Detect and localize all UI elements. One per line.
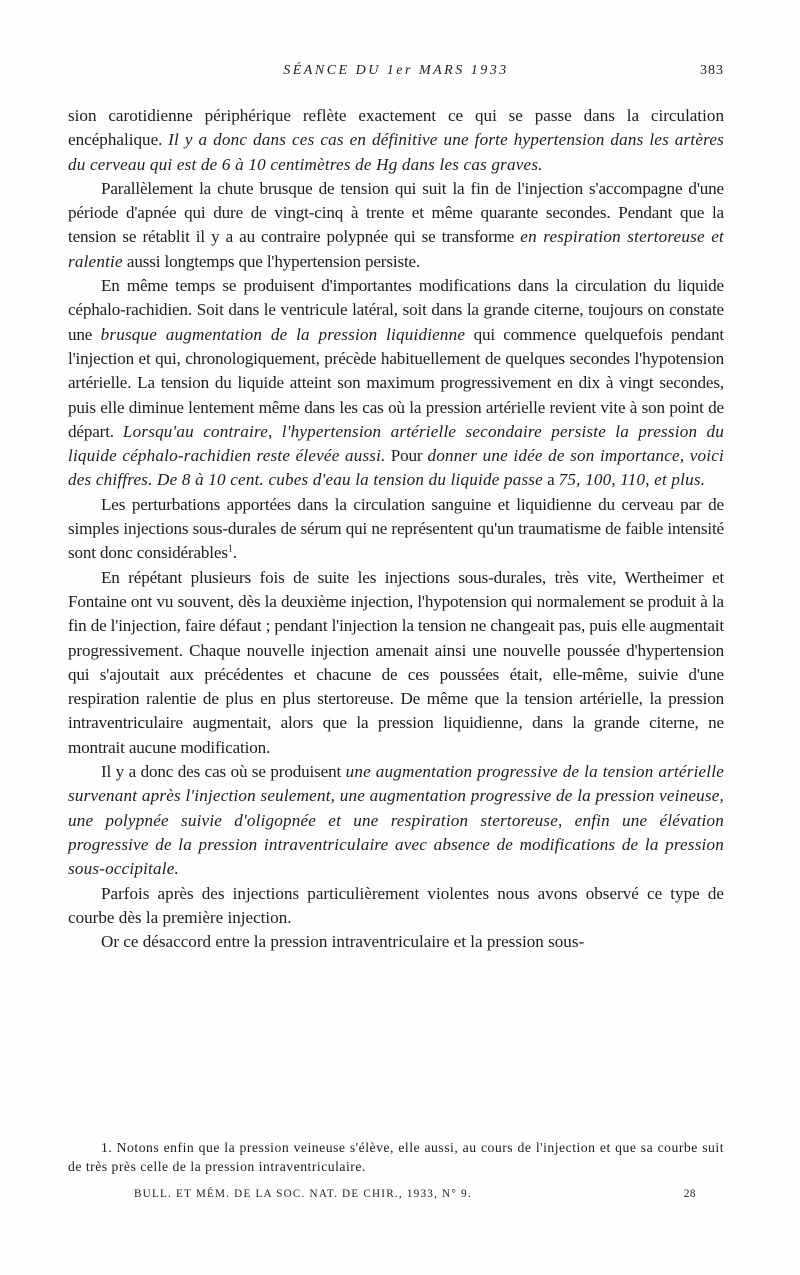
italic-pressure-rise: brusque augmentation de la pression liquidienne [100, 324, 466, 344]
paragraph-text: Pour [385, 446, 428, 466]
paragraph-text: a [542, 470, 559, 490]
paragraph-end: aussi longtemps que l'hypertension persiste. [122, 251, 421, 271]
running-head [68, 63, 724, 85]
footnote-reference: 1 [227, 543, 233, 555]
paragraph-apnea [68, 177, 724, 274]
article-body [68, 104, 724, 954]
italic-values: 75, 100, 110, et plus. [558, 470, 706, 490]
paragraph-end: . [232, 543, 237, 563]
paragraph-text: qui commence quelquefois pendant l'injection et qui, chronologiquement, précède habituellement de quelques secondes l'hypotension artérielle. La tension du liquide atteint son maximum progressivement en dix à vingt secondes, puis elle diminue lentement même dans les cas où la pression artérielle revient vite à son point de départ. [68, 324, 725, 441]
paragraph-carotid-pressure [68, 104, 724, 177]
paragraph-repeated-injections: En répétant plusieurs fois de suite les injections sous-durales, très vite, Wertheimer et Fontaine ont vu souvent, dès la deuxième injection, l'hypotension qui normalement se produit à la fin de l'injection, faire défaut ; pendant l'injection la tension ne changeait pas, puis elle augmentait progressivement. Chaque nouvelle injection amenait ainsi une nouvelle poussée d'hypertension qui s'ajoutait aux précédentes et chacune de ces poussées était, elle-même, suivie d'une respiration ralentie de plus en plus stertoreuse. De même que la tension artérielle, la pression intraventriculaire augmentait, alors que la pression liquidienne, dans la grande citerne, ne montrait aucune modification. [68, 567, 724, 757]
running-title: SÉANCE DU 1er MARS 1933 [283, 63, 509, 78]
paragraph-cerebrospinal-fluid [68, 274, 724, 493]
paragraph-first-injection: Parfois après des injections particulièrement violentes nous avons observé ce type de courbe dès la première injection. [68, 883, 724, 927]
paragraph-text: Il y a donc des cas où se produisent [101, 762, 346, 782]
signature-mark: 28 [683, 1188, 696, 1200]
footnote-text: Notons enfin que la pression veineuse s'élève, elle aussi, au cours de l'injection et que sa courbe suit de très près celle de la pression intraventriculaire. [68, 1140, 725, 1174]
paragraph-progressive-changes [68, 760, 724, 881]
italic-conclusion: Il y a donc dans ces cas en définitive une forte hypertension dans les artères du cerveau qui est de 6 à 10 centimètres de Hg dans les cas graves. [68, 130, 724, 174]
paragraph-text: Parallèlement la chute brusque de tension qui suit la fin de l'injection s'accompagne d'une période d'apnée qui dure de vingt-cinq à trente et même quarante secondes. Pendant que la tension se rétablit il y a au contraire polypnée qui se transforme [68, 178, 724, 247]
italic-fluid-pressure: Lorsqu'au contraire, l'hypertension artérielle secondaire persiste la pression du liquide céphalo-rachidien reste élevée aussi. [68, 421, 725, 466]
paragraph-text: sion carotidienne périphérique reflète exactement ce qui se passe dans la circulation encéphalique. [68, 106, 724, 150]
paragraph-text: En même temps se produisent d'importantes modifications dans la circulation du liquide céphalo-rachidien. Soit dans le ventricule latéral, soit dans la grande citerne, toujours on constate une [68, 276, 724, 344]
page-footer [68, 1188, 724, 1208]
italic-figures: donner une idée de son importance, voici des chiffres. De 8 à 10 cent. cubes d'eau la tension du liquide passe [68, 446, 724, 490]
page-number: 383 [700, 63, 724, 78]
italic-respiration: en respiration stertoreuse et ralentie [68, 227, 724, 271]
footnote-number: 1. [101, 1140, 113, 1155]
footnote [68, 1138, 724, 1176]
paragraph-text: Les perturbations apportées dans la circulation sanguine et liquidienne du cerveau par de simples injections sous-durales de sérum qui ne représentent qu'un traumatisme de faible intensité sont donc considérables [68, 494, 724, 563]
italic-progressive-changes: une augmentation progressive de la tension artérielle survenant après l'injection seulement, une augmentation progressive de la pression veineuse, une polypnée suivie d'oligopnée et une respiration stertoreuse, enfin une élévation progressive de la pression intraventriculaire avec absence de modifications de la pression sous-occipitale. [68, 762, 724, 879]
paragraph-disturbances [68, 493, 724, 566]
paragraph-disagreement: Or ce désaccord entre la pression intraventriculaire et la pression sous- [101, 932, 585, 952]
journal-reference: BULL. ET MÉM. DE LA SOC. NAT. DE CHIR., 1933, N° 9. [134, 1188, 472, 1200]
